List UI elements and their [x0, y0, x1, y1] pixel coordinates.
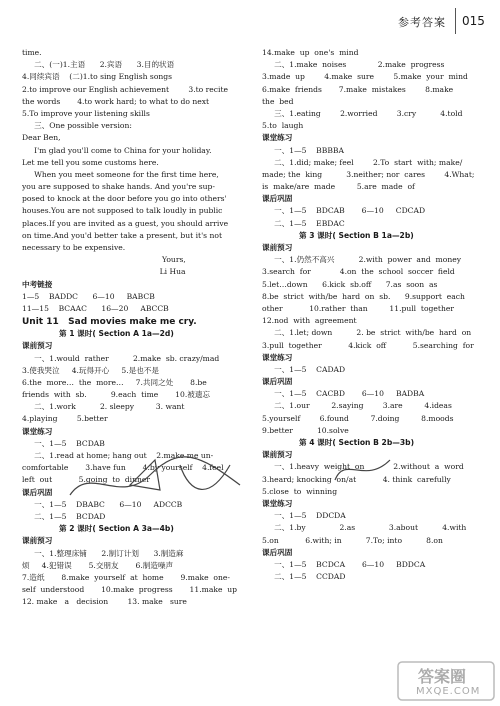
- right-line: 3.search for 4.on the school soccer field: [262, 267, 455, 277]
- right-line: 5.on 6.with; in 7.To; into 8.on: [262, 535, 443, 545]
- left-line: 第 1 课时( Section A 1a—2d): [22, 329, 174, 339]
- handwriting-mark: [330, 450, 400, 490]
- left-line: 7.造纸 8.make yourself at home 9.make one-: [22, 572, 230, 582]
- right-line: 一、1—5 BDCAB 6—10 CDCAD: [262, 206, 426, 216]
- right-line: 12.nod with agreement: [262, 316, 357, 326]
- right-line: 三、1.eating 2.worried 3.cry 4.told: [262, 108, 463, 118]
- right-line: 课前预习: [262, 243, 293, 252]
- left-line: 3.使我哭泣 4.玩得开心 5.是也不是: [22, 365, 159, 375]
- right-line: 3.heard; knocking on/at 4. think carefully: [262, 474, 451, 484]
- left-line: 二、1.work 2. sleepy 3. want: [22, 402, 185, 412]
- left-line: time.: [22, 48, 42, 57]
- left-line: 5.To improve your listening skills: [22, 108, 150, 118]
- left-line: 三、One possible version:: [22, 121, 132, 131]
- header-divider: [455, 8, 456, 34]
- right-line: 课堂练习: [262, 498, 293, 508]
- left-line: Let me tell you some customs here.: [22, 157, 159, 167]
- left-line: 一、1—5 DBABC 6—10 ADCCB: [22, 499, 183, 509]
- right-line: 课后巩固: [262, 194, 293, 204]
- right-line: 一、1—5 DDCDA: [262, 511, 346, 521]
- left-line: I'm glad you'll come to China for your holiday.: [22, 145, 212, 155]
- watermark-top: 答案圈: [418, 667, 467, 686]
- right-line: 一、1—5 CADAD: [262, 364, 346, 374]
- left-line: 中考链接: [22, 279, 53, 289]
- left-line: 课前预习: [22, 536, 53, 546]
- right-line: 3.made up 4.make sure 5.make your mind: [262, 72, 468, 82]
- right-column: [262, 48, 492, 584]
- left-line: comfortable 3.have fun 4.by yourself 4.feel: [22, 463, 224, 473]
- right-line: 课后巩固: [262, 377, 293, 387]
- right-line: 课堂练习: [262, 352, 293, 362]
- left-line: on time.And you'd better take a present, but it's not: [22, 230, 223, 240]
- left-line: When you meet someone for the first time here,: [22, 169, 219, 179]
- right-line: 9.better 10.solve: [262, 425, 349, 435]
- left-line: 第 2 课时( Section A 3a—4b): [22, 524, 174, 534]
- left-line: Yours,: [22, 255, 186, 265]
- left-line: 课后巩固: [22, 487, 53, 497]
- left-line: Unit 11 Sad movies make me cry.: [22, 317, 197, 328]
- right-line: 一、1—5 BBBBA: [262, 145, 344, 155]
- left-line: 二、(一)1.主语 2.宾语 3.目的状语: [22, 60, 175, 70]
- watermark-bottom: MXQE.COM: [416, 686, 481, 697]
- left-line: friends with sb. 9.each time 10.被遗忘: [22, 390, 211, 400]
- right-line: 5.let…down 6.kick sb.off 7.as soon as: [262, 279, 438, 289]
- left-line: 一、1—5 BCDAB: [22, 438, 105, 448]
- right-line: 课堂练习: [262, 133, 293, 143]
- right-line: 一、1.仍然不高兴 2.with power and money: [262, 255, 461, 265]
- left-line: 一、1.would rather 2.make sb. crazy/mad: [22, 353, 220, 363]
- right-line: 8.be strict with/be hard on sb. 9.support each: [262, 291, 465, 301]
- right-line: 第 4 课时( Section B 2b—3b): [262, 438, 415, 447]
- left-line: necessary to be expensive.: [22, 243, 126, 252]
- right-line: 二、1.make noises 2.make progress: [262, 60, 445, 70]
- watermark-logo: [396, 660, 496, 702]
- right-line: 二、1—5 EBDAC: [262, 218, 345, 228]
- handwriting-scribble: [60, 445, 250, 515]
- right-line: 一、1—5 CACBD 6—10 BADBA: [262, 389, 425, 399]
- left-line: left out 5.going to dinner: [22, 475, 151, 485]
- right-line: 6.make friends 7.make mistakes 8.make: [262, 84, 454, 94]
- right-line: 二、1—5 CCDAD: [262, 572, 346, 582]
- right-line: 二、1.by 2.as 3.about 4.with: [262, 523, 467, 533]
- right-line: 一、1—5 BCDCA 6—10 BDDCA: [262, 559, 426, 569]
- left-line: 4.playing 5.better: [22, 414, 108, 424]
- left-line: houses.You are not supposed to talk loudly in public: [22, 206, 223, 216]
- right-line: 课后巩固: [262, 547, 293, 557]
- left-line: 1—5 BADDC 6—10 BABCB: [22, 291, 155, 301]
- right-line: other 10.rather than 11.pull together: [262, 303, 454, 313]
- left-line: 烦 4.犯错误 5.交朋友 6.制造噪声: [22, 560, 174, 570]
- left-line: self understood 10.make progress 11.make up: [22, 585, 238, 595]
- left-line: places.If you are invited as a guest, you should arrive: [22, 218, 229, 228]
- left-line: 二、1.read at home; hang out 2.make me un-: [22, 451, 214, 460]
- right-line: is make/are made 5.are made of: [262, 182, 415, 192]
- left-column: [22, 48, 252, 609]
- left-line: you are supposed to shake hands. And you're sup-: [22, 182, 215, 192]
- right-line: 5.close to winning: [262, 486, 338, 496]
- right-line: 5.yourself 6.found 7.doing 8.moods: [262, 413, 454, 423]
- left-line: the words 4.to work hard; to what to do next: [22, 96, 210, 106]
- left-line: 课前预习: [22, 341, 53, 351]
- left-line: Li Hua: [22, 267, 186, 277]
- left-line: Dear Ben,: [22, 133, 61, 143]
- left-line: 课堂练习: [22, 426, 53, 436]
- left-line: 6.the more… the more… 7.共同之处 8.be: [22, 377, 207, 387]
- right-line: 一、1.heavy weight on 2.without a word: [262, 462, 464, 472]
- right-line: made; the king 3.neither; nor cares 4.What;: [262, 169, 475, 179]
- right-line: 二、1.our 2.saying 3.are 4.ideas: [262, 401, 452, 411]
- left-line: 11—15 BCAAC 16—20 ABCCB: [22, 303, 169, 313]
- right-line: 二、1.let; down 2. be strict with/be hard on: [262, 328, 472, 338]
- right-line: 5.to laugh: [262, 121, 304, 131]
- right-line: 课前预习: [262, 450, 293, 460]
- right-line: the bed: [262, 96, 294, 106]
- right-line: 第 3 课时( Section B 1a—2b): [262, 230, 414, 240]
- right-line: 二、1.did; make; feel 2.To start with; make/: [262, 157, 463, 167]
- left-line: 二、1—5 BCDAD: [22, 511, 106, 521]
- left-line: 2.to improve our English achievement 3.to recite: [22, 84, 228, 94]
- page-header: [0, 0, 500, 42]
- page-number: 015: [462, 14, 485, 28]
- left-line: 12. make a decision 13. make sure: [22, 597, 187, 607]
- left-line: posed to knock at the door before you go into others': [22, 194, 227, 204]
- right-line: 3.pull together 4.kick off 5.searching for: [262, 340, 474, 350]
- left-line: 一、1.整理床铺 2.制订计划 3.制造麻: [22, 548, 184, 558]
- right-line: 14.make up one's mind: [262, 48, 359, 57]
- left-line: 4.同续宾语 (二)1.to sing English songs: [22, 72, 173, 82]
- section-title: 参考答案: [398, 16, 446, 29]
